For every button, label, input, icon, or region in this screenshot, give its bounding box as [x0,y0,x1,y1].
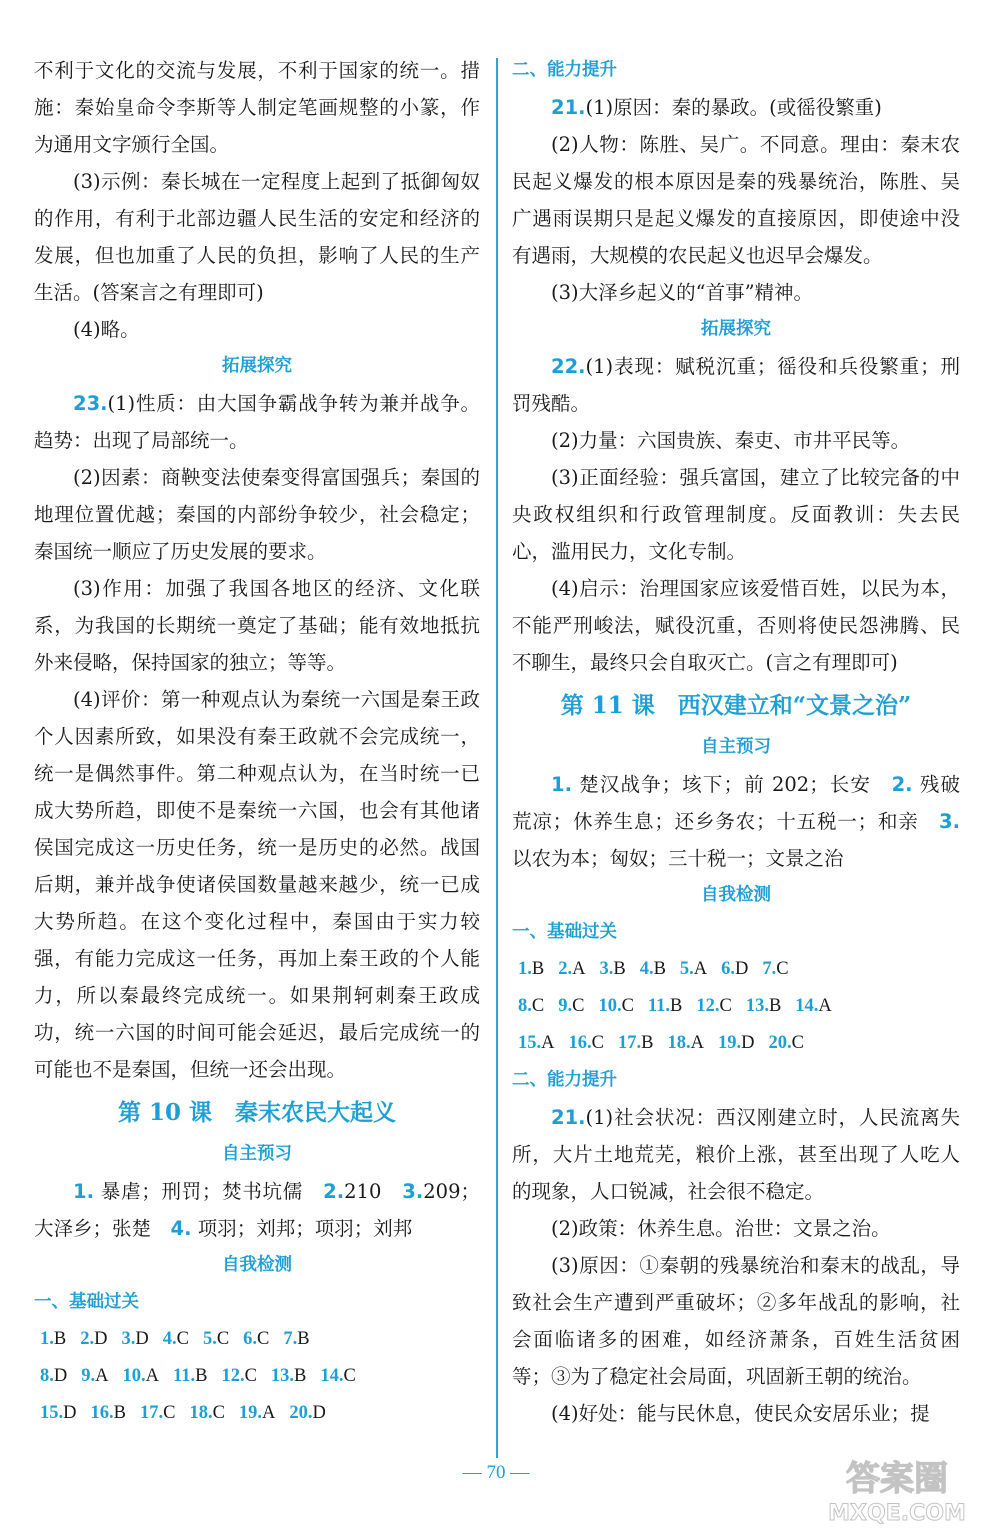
right-column [512,52,960,1432]
q23-item-3: (3)作用：加强了我国各地区的经济、文化联系，为我国的长期统一奠定了基础；能有效地抵抗外来侵略，保持国家的独立；等等。 [34,577,480,674]
mc-answer: 11.B [173,1366,208,1386]
mc-row [512,951,960,988]
mc-answer: 17.C [139,1403,176,1423]
multiple-choice-answers [512,951,960,1062]
q21b-item-1: 21.(1)社会状况：西汉刚建立时，人民流离失所，大片土地荒芜，粮价上涨，甚至出现了人吃人的现象，人口锐减，社会很不稳定。 [512,1106,960,1203]
mc-answer: 5.C [202,1329,230,1349]
q22-item-1: 22.(1)表现：赋税沉重；徭役和兵役繁重；刑罚残酷。 [512,355,960,415]
section-title-zizhu: 自主预习 [701,737,771,757]
watermark-text: 答案圈 [846,1459,948,1499]
mc-row [34,1395,480,1432]
q21-item-3: (3)大泽乡起义的“首事”精神。 [551,281,814,304]
section-title-nengli: 二、能力提升 [512,60,617,80]
q23-item-1: 23.(1)性质：由大国争霸战争转为兼并战争。趋势：出现了局部统一。 [34,392,480,452]
section-title-jichu: 一、基础过关 [34,1292,139,1312]
mc-answer: 1.B [40,1329,67,1349]
q23-item-4: (4)评价：第一种观点认为秦统一六国是秦王政个人因素所致，如果没有秦王政就不会完成统一，统一是偶然事件。第二种观点认为，在当时统一已成大势所趋，即使不是秦统一六国，也会有其他诸侯国完成这一历史任务，统一是历史的必然。战国后期，兼并战争使诸侯国数量越来越少，统一已成大势所趋。在这个变化过程中，秦国由于实力较强，有能力完成这一任务，再加上秦王政的个人能力，所以秦最终完成统一。如果荆轲刺秦王政成功，统一六国的时间可能会延迟，最后完成统一的可能也不是秦国，但统一还会出现。 [34,688,480,1081]
answer-item: (4)略。 [73,318,140,341]
mc-row [34,1321,480,1358]
column-divider [496,58,498,1458]
mc-answer: 18.A [667,1033,704,1053]
mc-row [34,1358,480,1395]
q23-number: 23. [73,392,108,415]
mc-answer: 6.D [721,959,749,979]
mc-answer: 17.B [617,1033,654,1053]
mc-answer: 13.B [745,996,782,1016]
mc-answer: 7.B [283,1329,310,1349]
watermark-site: MXQE.COM [828,1501,966,1526]
multiple-choice-answers [34,1321,480,1432]
mc-answer: 14.C [320,1366,356,1386]
mc-answer: 2.D [80,1329,108,1349]
mc-answer: 10.A [122,1366,159,1386]
q22-item-2: (2)力量：六国贵族、秦吏、市井平民等。 [551,429,911,452]
mc-answer: 4.B [639,959,666,979]
q21b-item-4: (4)好处：能与民休息，使民众安居乐业；提 [551,1402,930,1425]
mc-answer: 20.C [768,1033,804,1053]
preview-answers: 1. 楚汉战争；垓下；前 202；长安 2. 残破荒凉；休养生息；还乡务农；十五税一；和亲 3. 以农为本；匈奴；三十税一；文景之治 [512,773,960,870]
q23-item-2: (2)因素：商鞅变法使秦变得富国强兵；秦国的地理位置优越；秦国的内部纷争较少，社会稳定；秦国统一顺应了历史发展的要求。 [34,466,480,563]
mc-answer: 12.C [221,1366,257,1386]
mc-answer: 19.A [238,1403,276,1423]
mc-answer: 5.A [679,959,708,979]
q22-item-3: (3)正面经验：强兵富国，建立了比较完备的中央政权组织和行政管理制度。反面教训：失去民心，滥用民力，文化专制。 [512,466,960,563]
mc-answer: 7.C [762,959,789,979]
section-title-zizhu: 自主预习 [222,1144,292,1164]
mc-answer: 4.C [162,1329,189,1349]
mc-answer: 19.D [717,1033,755,1053]
q21-item-2: (2)人物：陈胜、吴广。不同意。理由：秦末农民起义爆发的根本原因是秦的残暴统治，陈胜、吴广遇雨误期只是起义爆发的直接原因，即使途中没有遇雨，大规模的农民起义也迟早会爆发。 [512,133,960,267]
mc-answer: 2.A [558,959,586,979]
mc-answer: 9.C [558,996,585,1016]
q22-item-4: (4)启示：治理国家应该爱惜百姓，以民为本，不能严刑峻法，赋役沉重，否则将使民怨沸腾、民不聊生，最终只会自取灭亡。(言之有理即可) [512,577,960,674]
mc-answer: 14.A [795,996,832,1016]
q21b-item-2: (2)政策：休养生息。治世：文景之治。 [551,1217,891,1240]
answer-item: (3)示例：秦长城在一定程度上起到了抵御匈奴的作用，有利于北部边疆人民生活的安定和经济的发展，但也加重了人民的负担，影响了人民的生产生活。(答案言之有理即可) [34,170,480,304]
mc-answer: 3.D [121,1329,149,1349]
mc-answer: 16.C [568,1033,604,1053]
intro-paragraph: 不利于文化的交流与发展，不利于国家的统一。措施：秦始皇命令李斯等人制定笔画规整的小篆，作为通用文字颁行全国。 [34,59,480,156]
mc-answer: 9.A [81,1366,109,1386]
section-title-ziwo: 自我检测 [222,1255,292,1275]
mc-answer: 20.D [289,1403,326,1423]
mc-answer: 15.D [40,1403,77,1423]
preview-answers: 1. 暴虐；刑罚；焚书坑儒 2.210 3.209；大泽乡；张楚 4. 项羽；刘邦；项羽；刘邦 [34,1180,480,1240]
section-title-nengli: 二、能力提升 [512,1070,617,1090]
section-title-ziwo: 自我检测 [701,885,771,905]
q21-item-1: 21.(1)原因：秦的暴政。(或徭役繁重) [551,96,882,119]
lesson-11-title: 第 11 课 西汉建立和“文景之治” [560,692,912,719]
q21b-item-3: (3)原因：①秦朝的残暴统治和秦末的战乱，导致社会生产遭到严重破坏；②多年战乱的影响，社会面临诸多的困难，如经济萧条，百姓生活贫困等；③为了稳定社会局面，巩固新王朝的统治。 [512,1254,960,1388]
left-column [34,52,480,1432]
mc-answer: 18.C [189,1403,225,1423]
mc-answer: 12.C [696,996,732,1016]
lesson-10-title: 第 10 课 秦末农民大起义 [117,1099,397,1126]
mc-answer: 8.D [40,1366,68,1386]
mc-answer: 10.C [598,996,634,1016]
mc-answer: 1.B [518,959,545,979]
section-title-tuozhan: 拓展探究 [222,356,292,376]
mc-row [512,988,960,1025]
mc-answer: 11.B [647,996,683,1016]
mc-answer: 13.B [270,1366,307,1386]
mc-answer: 16.B [90,1403,126,1423]
page-number: — 70 — [462,1462,530,1483]
section-title-tuozhan: 拓展探究 [701,319,771,339]
watermark-logo [812,1448,982,1528]
mc-answer: 15.A [518,1033,555,1053]
mc-row [512,1025,960,1062]
mc-answer: 8.C [518,996,545,1016]
mc-answer: 6.C [243,1329,270,1349]
mc-answer: 3.B [599,959,626,979]
section-title-jichu: 一、基础过关 [512,922,617,942]
